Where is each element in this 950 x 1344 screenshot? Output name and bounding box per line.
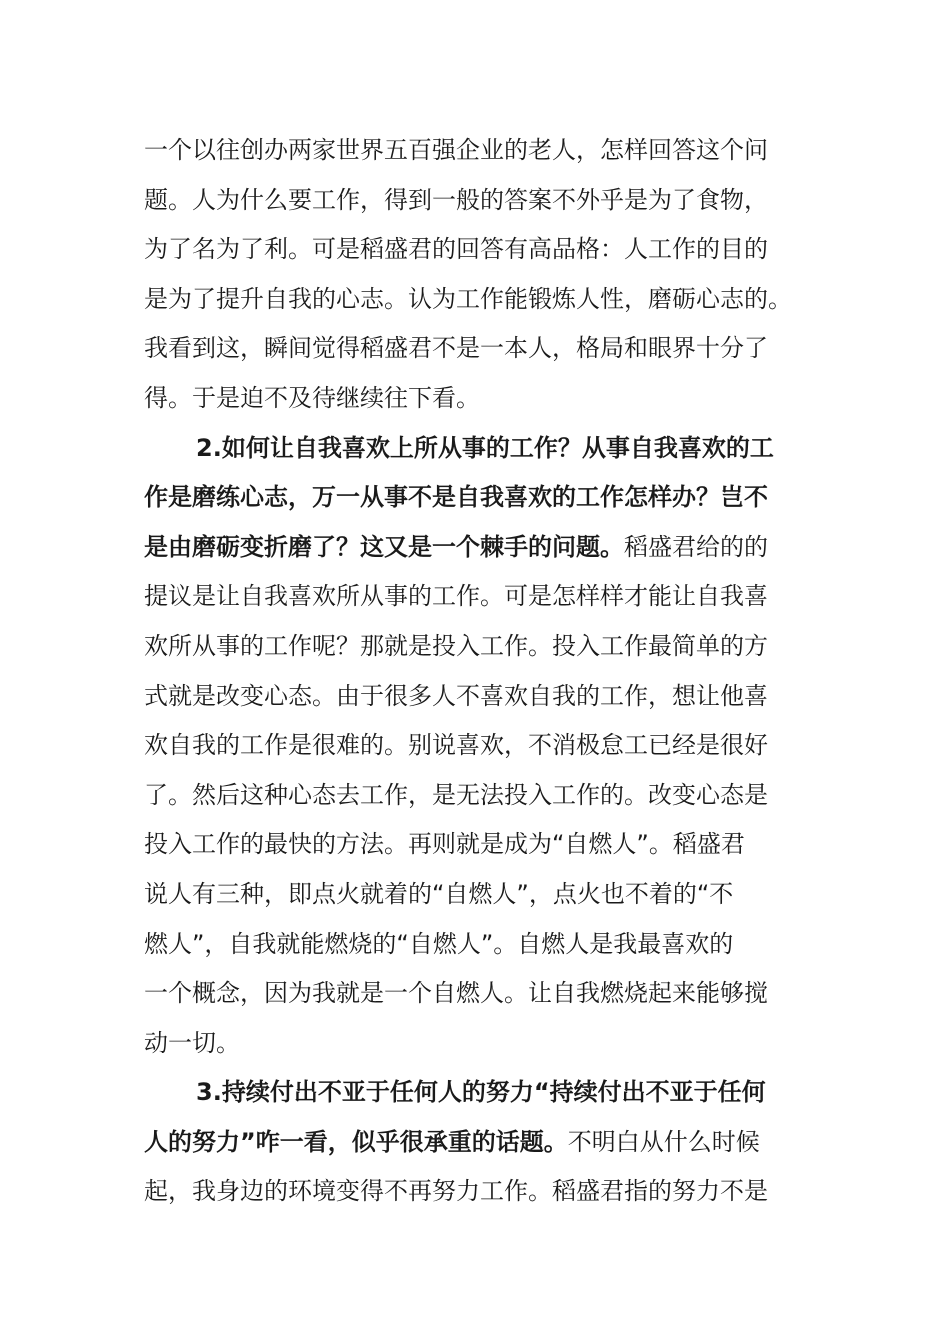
bold-text-segment: 是由磨砺变折磨了？这又是一个棘手的问题。 <box>144 532 624 561</box>
text-line <box>144 1019 804 1069</box>
text-segment: 欢自我的工作是很难的。别说喜欢，不消极怠工已经是很好 <box>144 731 768 760</box>
text-line <box>144 1118 804 1168</box>
text-line <box>144 424 804 474</box>
text-segment: 投入工作的最快的方法。再则就是成为“自燃人”。稻盛君 <box>144 830 745 859</box>
text-segment: 提议是让自我喜欢所从事的工作。可是怎样样才能让自我喜 <box>144 582 768 611</box>
text-segment: 题。人为什么要工作，得到一般的答案不外乎是为了食物， <box>144 185 768 214</box>
bold-text-segment: 2.如何让自我喜欢上所从事的工作？从事自我喜欢的工 <box>196 433 774 462</box>
text-line <box>144 672 804 722</box>
text-line <box>144 374 804 424</box>
text-segment: 我看到这，瞬间觉得稻盛君不是一本人，格局和眼界十分了 <box>144 334 768 363</box>
text-line <box>144 721 804 771</box>
text-line <box>144 275 804 325</box>
text-line <box>144 1167 804 1217</box>
text-line <box>144 920 804 970</box>
bold-text-segment: 3.持续付出不亚于任何人的努力“持续付出不亚于任何 <box>196 1078 766 1107</box>
text-segment: 为了名为了利。可是稻盛君的回答有高品格：人工作的目的 <box>144 235 768 264</box>
text-segment: 稻盛君给的的 <box>624 532 768 561</box>
text-segment: 一个概念，因为我就是一个自燃人。让自我燃烧起来能够搅 <box>144 979 768 1008</box>
text-line <box>144 572 804 622</box>
text-segment: 燃人”，自我就能燃烧的“自燃人”。自燃人是我最喜欢的 <box>144 929 734 958</box>
text-line <box>144 324 804 374</box>
text-segment: 欢所从事的工作呢？那就是投入工作。投入工作最简单的方 <box>144 631 768 660</box>
text-segment: 说人有三种，即点火就着的“自燃人”，点火也不着的“不 <box>144 879 734 908</box>
text-line <box>144 1068 804 1118</box>
text-line <box>144 820 804 870</box>
text-segment: 是为了提升自我的心志。认为工作能锻炼人性，磨砺心志的。 <box>144 284 792 313</box>
bold-text-segment: 人的努力”咋一看，似乎很承重的话题。 <box>144 1127 568 1156</box>
text-line <box>144 622 804 672</box>
text-segment: 一个以往创办两家世界五百强企业的老人，怎样回答这个问 <box>144 136 768 164</box>
text-line <box>144 225 804 275</box>
text-line <box>144 126 804 176</box>
body-text <box>144 126 804 1217</box>
text-line <box>144 771 804 821</box>
text-segment: 起，我身边的环境变得不再努力工作。稻盛君指的努力不是 <box>144 1177 768 1206</box>
bold-text-segment: 作是磨练心志，万一从事不是自我喜欢的工作怎样办？岂不 <box>144 483 768 512</box>
text-line <box>144 473 804 523</box>
text-segment: 式就是改变心态。由于很多人不喜欢自我的工作，想让他喜 <box>144 681 768 710</box>
text-segment: 得。于是迫不及待继续往下看。 <box>144 383 480 412</box>
text-line <box>144 523 804 573</box>
text-segment: 不明白从什么时候 <box>567 1127 760 1156</box>
text-line <box>144 176 804 226</box>
text-segment: 了。然后这种心态去工作，是无法投入工作的。改变心态是 <box>144 780 768 809</box>
text-line <box>144 969 804 1019</box>
text-segment: 动一切。 <box>144 1028 240 1057</box>
text-line <box>144 870 804 920</box>
